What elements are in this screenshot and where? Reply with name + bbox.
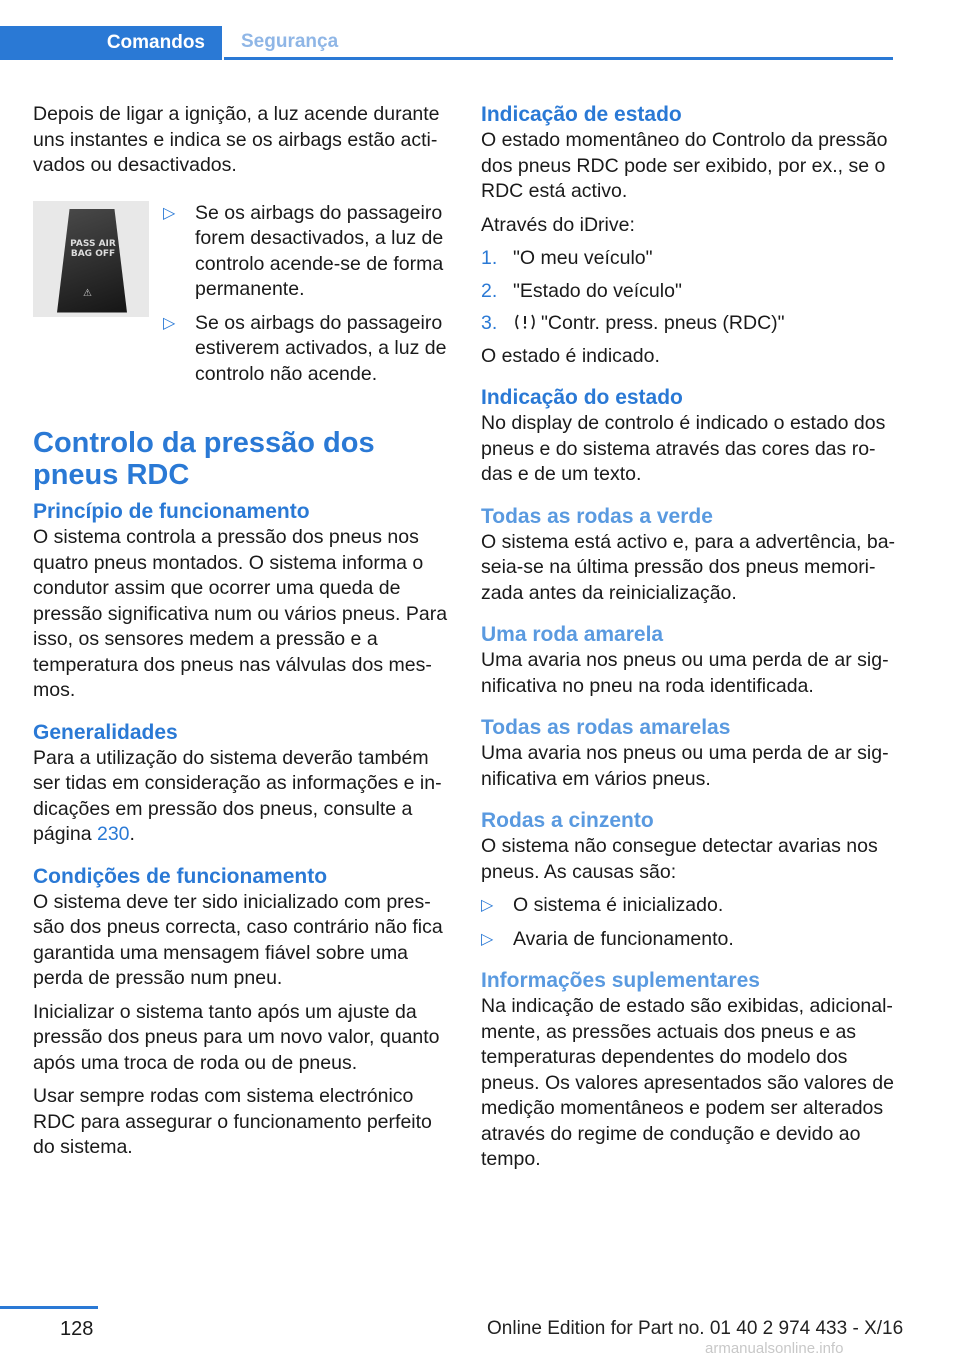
airbag-indicator-block: [33, 201, 448, 396]
section-title-rdc: Controlo da pressão dos pneus RDC: [33, 427, 375, 491]
tab-comandos[interactable]: Comandos: [0, 26, 222, 60]
list-item: 2. "Estado do veículo": [481, 279, 682, 302]
page-number: 128: [60, 1318, 94, 1340]
informacoes-text: Na indicação de estado são exibidas, adicional‐mente, as pressões actuais dos pneus e as temperaturas dependentes do modelo dos pneus. Os valores apresentados são valores de medição momentâneos e podem ser alterados através do regime de condução e devido ao tempo.: [481, 995, 894, 1170]
tire-pressure-warning-icon: [513, 313, 537, 331]
triangle-bullet-icon: ▷: [163, 204, 176, 222]
edition-note: Online Edition for Part no. 01 40 2 974 433 - X/16: [487, 1318, 904, 1339]
uma-amarela-text: Uma avaria nos pneus ou uma perda de ar sig‐nificativa no pneu na roda identificada.: [481, 649, 889, 697]
condicoes-text-2: Inicializar o sistema tanto após um ajuste da pressão dos pneus para um novo valor, quanto após uma troca de roda ou de pneus.: [33, 1000, 440, 1074]
estado-indicado: O estado é indicado.: [481, 344, 660, 367]
list-item: ▷ Se os airbags do passageiro estiverem activados, a luz de controlo não acende.: [163, 311, 448, 388]
tab-seguranca[interactable]: Segurança: [224, 26, 893, 60]
heading-condicoes: Condições de funcionamento: [33, 864, 328, 888]
indicacao-do-estado-text: No display de controlo é indicado o estado dos pneus e do sistema através das cores das ro‐das e de um texto.: [481, 412, 886, 485]
indicacao-text: O estado momentâneo do Controlo da pressão dos pneus RDC pode ser exibido, por ex., se o RDC está activo.: [481, 129, 888, 202]
heading-principio: Princípio de funcionamento: [33, 500, 310, 523]
heading-generalidades: Generalidades: [33, 720, 178, 744]
list-item: ▷ Avaria de funcionamento.: [481, 927, 899, 953]
list-item: 3. "Contr. press. pneus (RDC)": [481, 312, 785, 334]
page-link-230[interactable]: 230: [96, 823, 130, 845]
triangle-bullet-icon: ▷: [481, 930, 494, 948]
todas-amarelas-text: Uma avaria nos pneus ou uma perda de ar sig‐nificativa em vários pneus.: [481, 742, 889, 790]
list-item: 1. "O meu veículo": [481, 247, 653, 269]
right-column: [481, 102, 899, 1181]
list-item: ▷ O sistema é inicializado.: [481, 893, 899, 919]
page-header: [0, 26, 893, 62]
triangle-bullet-icon: ▷: [163, 314, 176, 332]
airbag-bullet-list: [157, 201, 448, 396]
left-column: [33, 102, 448, 1169]
heading-todas-amarelas: Todas as rodas amarelas: [481, 716, 731, 739]
heading-informacoes: Informações suplementares: [481, 969, 760, 992]
watermark: armanualsonline.info: [705, 1340, 844, 1357]
heading-cinzento: Rodas a cinzento: [481, 809, 654, 832]
heading-indicacao-de-estado: Indicação de estado: [481, 103, 682, 126]
footer-divider: [0, 1306, 98, 1309]
heading-indicacao-do-estado: Indicação do estado: [481, 386, 683, 409]
passenger-airbag-icon: ⚠: [83, 287, 92, 299]
principio-text: O sistema controla a pressão dos pneus nos quatro pneus montados. O sistema informa o condutor assim que ocorrer uma queda de pressão significativa num ou vários pneus. Para isso, os sensores medem a pressão e a temperatura dos pneus nas válvulas dos mes‐mos.: [33, 526, 448, 701]
idrive-intro: Através do iDrive:: [481, 213, 635, 236]
airbag-off-label: PASS AIR BAG OFF: [70, 238, 116, 259]
airbag-off-light-image: [33, 201, 149, 317]
condicoes-text-3: Usar sempre rodas com sistema electrónico RDC para assegurar o funcionamento perfeito do sistema.: [33, 1085, 432, 1158]
cinzento-text: O sistema não consegue detectar avarias nos pneus. As causas são:: [481, 835, 878, 883]
heading-uma-amarela: Uma roda amarela: [481, 623, 664, 646]
condicoes-text-1: O sistema deve ter sido inicializado com pres‐são dos pneus correcta, caso contrário não fica garantida uma mensagem fiável sobre uma perda de pressão num pneu.: [33, 890, 443, 989]
intro-paragraph: Depois de ligar a ignição, a luz acende durante uns instantes e indica se os airbags estão acti‐vados ou desactivados.: [33, 103, 440, 176]
todas-verde-text: O sistema está activo e, para a advertência, ba‐seia-se na última pressão dos pneus memori‐zada antes da reinicialização.: [481, 530, 896, 604]
generalidades-text: Para a utilização do sistema deverão também ser tidas em consideração as informações e in‐dicações em pressão dos pneus, consulte a página 230.: [33, 746, 442, 845]
list-item: ▷ Se os airbags do passageiro forem desactivados, a luz de controlo acende-se de forma permanente.: [163, 201, 448, 303]
heading-todas-verde: Todas as rodas a verde: [481, 504, 713, 528]
triangle-bullet-icon: ▷: [481, 897, 494, 914]
